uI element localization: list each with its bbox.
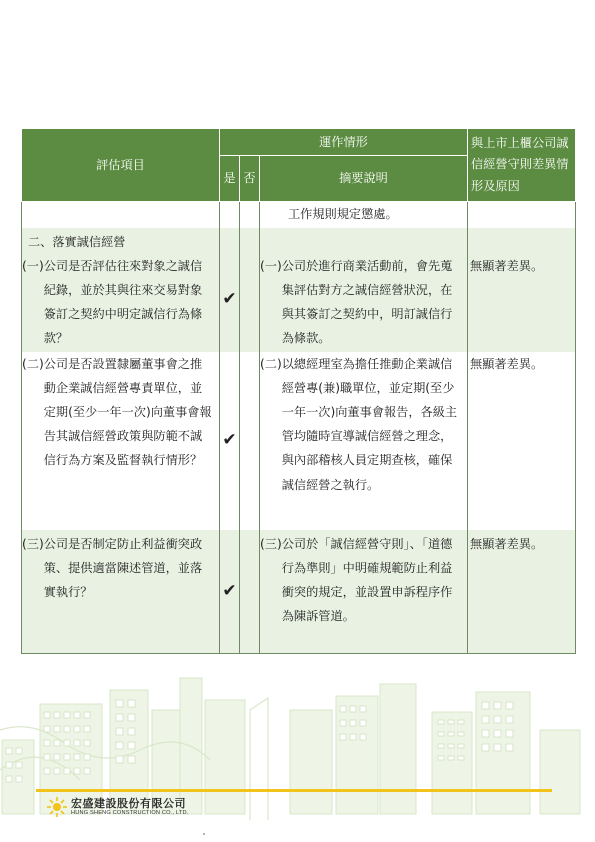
evaluation-table (21, 128, 576, 654)
header-summary: 摘要說明 (260, 156, 468, 202)
header-no: 否 (240, 156, 260, 202)
company-name-en: HUNG SHENG CONSTRUCTION CO., LTD. (71, 809, 189, 816)
table-row (22, 228, 576, 352)
summary-number: (一) (260, 258, 282, 273)
summary-number: (二) (260, 356, 282, 371)
item-number: (一) (22, 258, 44, 273)
company-name-cn: 宏盛建設股份有限公司 (71, 796, 186, 810)
summary-number: (三) (260, 536, 282, 551)
item-number: (三) (22, 536, 44, 551)
summary-text: 公司於「誠信經營守則」、「道德行為準則」中明確規範防止利益衝突的規定，並設置申訴程序作為陳訴管道。 (281, 536, 453, 624)
carryover-text: 工作規則規定懲處。 (288, 207, 398, 221)
page-dot (203, 833, 205, 835)
check-mark-icon: ✔ (222, 581, 237, 602)
header-difference: 與上市上櫃公司誠信經營守則差異情形及原因 (468, 129, 576, 202)
footer-accent-line (36, 789, 552, 792)
summary-text: 以總經理室為擔任推動企業誠信經營專(兼)職單位，並定期(至少一年一次)向董事會報告，各級主管均隨時宣導誠信經營之理念，與內部稽核人員定期查核，確保誠信經營之執行。 (281, 356, 458, 492)
difference-text: 無顯著差異。 (470, 356, 544, 371)
difference-text: 無顯著差異。 (470, 536, 544, 551)
item-text: 公司是否制定防止利益衝突政策、提供適當陳述管道，並落實執行？ (43, 536, 203, 599)
table-row (22, 202, 576, 228)
section-title: 二、落實誠信經營 (28, 234, 126, 249)
item-text: 公司是否評估往來對象之誠信紀錄，並於其與往來交易對象簽訂之契約中明定誠信行為條款？ (43, 258, 203, 346)
table-row (22, 352, 576, 530)
summary-text: 公司於進行商業活動前，會先蒐集評估對方之誠信經營狀況，在與其簽訂之契約中，明訂誠信行為條款。 (281, 258, 453, 346)
company-logo-icon (46, 796, 68, 818)
header-eval-item: 評估項目 (22, 129, 220, 202)
difference-text: 無顯著差異。 (470, 258, 544, 273)
item-text: 公司是否設置隸屬董事會之推動企業誠信經營專責單位，並定期(至少一年一次)向董事會報告其誠信經營政策與防範不誠信行為方案及監督執行情形？ (43, 356, 212, 468)
header-operation: 運作情形 (220, 129, 468, 156)
company-logo (46, 796, 188, 818)
header-yes: 是 (220, 156, 240, 202)
table-row (22, 530, 576, 654)
item-number: (二) (22, 356, 44, 371)
check-mark-icon: ✔ (222, 289, 237, 310)
check-mark-icon: ✔ (222, 430, 237, 451)
